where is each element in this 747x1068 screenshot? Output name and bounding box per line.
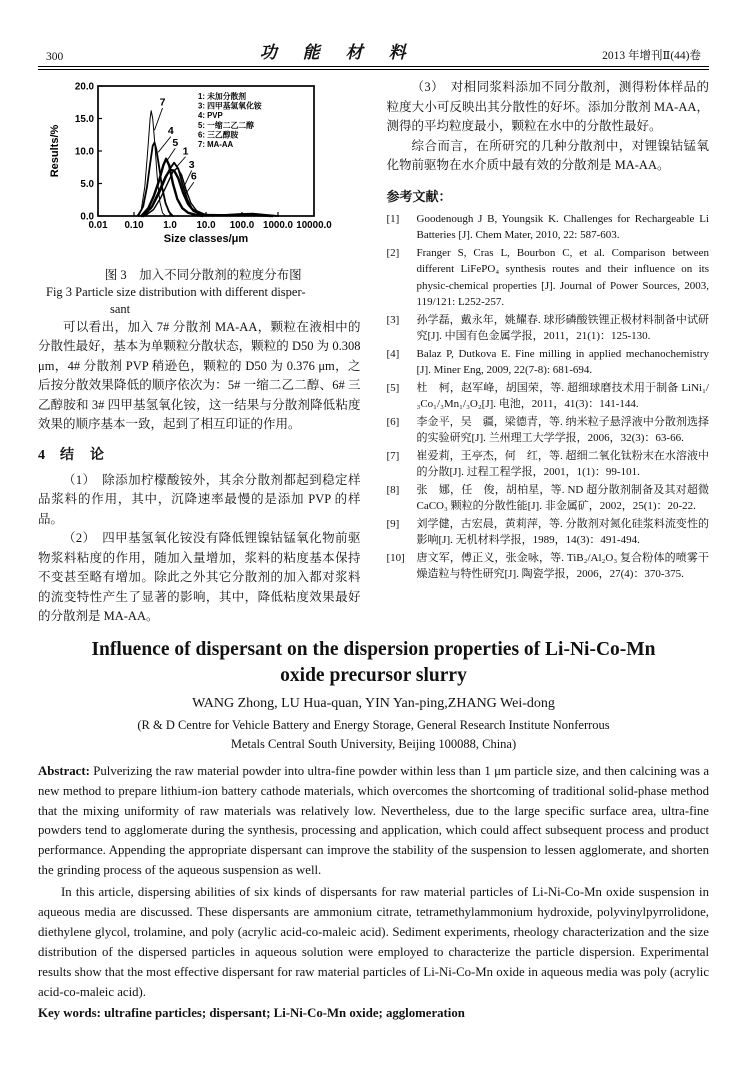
- svg-text:1: 未加分散剂: 1: 未加分散剂: [198, 92, 247, 101]
- affiliation: [38, 716, 709, 752]
- svg-text:0.10: 0.10: [124, 220, 144, 231]
- svg-text:7: 7: [159, 96, 166, 109]
- keywords-label: Key words:: [38, 1006, 101, 1021]
- svg-text:0.01: 0.01: [88, 220, 108, 231]
- svg-text:1000.0: 1000.0: [263, 220, 293, 231]
- conclusion-item-3: （3） 对相同浆料添加不同分散剂，测得粉体样品的粒度大小可反映出其分散性的好坏。添加分散剂 MA-AA，测得的平均粒度最小，颗粒在水中的分散性最好。: [386, 80, 709, 133]
- reference-item: [387, 211, 710, 244]
- section-title: 结 论: [60, 447, 105, 463]
- svg-text:1.0: 1.0: [163, 220, 177, 231]
- reference-number: [9]: [386, 517, 400, 530]
- figure-caption-en-line2: sant: [110, 301, 131, 316]
- svg-text:10.0: 10.0: [196, 220, 216, 231]
- affiliation-line1: (R & D Centre for Vehicle Battery and Energy Storage, General Research Institute Nonferrous: [137, 718, 610, 733]
- reference-text: 李金平，吴 疆，梁德青，等. 纳米粒子悬浮液中分散剂选择的实验研究[J]. 兰州理工大学学报，2006，32(3)：63-66.: [416, 415, 709, 444]
- two-column-block: [38, 78, 709, 627]
- reference-text: Balaz P, Dutkova E. Fine milling in applied mechanochemistry [J]. Miner Eng, 2009, 22(7-8): 681-694.: [416, 347, 709, 376]
- keywords-line: [38, 1006, 709, 1021]
- issue-info: 2013 年增刊Ⅱ(44)卷: [602, 50, 701, 62]
- svg-text:6: 6: [190, 170, 197, 183]
- svg-text:20.0: 20.0: [74, 81, 94, 93]
- svg-text:5: 一缩二乙二醇: 5: 一缩二乙二醇: [198, 120, 254, 130]
- reference-text: 杜 柯，赵军峰，胡国荣，等. 超细球磨技术用于制备 LiNi₁/₃Co₁/₃Mn₁/₃O₂[J]. 电池，2011，41(3)：141-144.: [416, 381, 709, 410]
- section-number: 4: [38, 447, 46, 463]
- reference-text: Franger S, Cras L, Bourbon C, et al. Comparison between different LiFePO₄ synthesis routes and their influence on its physic-chemical properties [J]. Journal of Power Sources, 2003, 119/121: L252-257.: [416, 246, 709, 308]
- reference-text: 唐文军，傅正义，张金咏，等. TiB₂/Al₂O₃ 复合粉体的喷雾干燥造粒与特性研究[J]. 陶瓷学报，2006，27(4)：370-375.: [416, 551, 709, 580]
- reference-number: [1]: [386, 212, 400, 225]
- affiliation-line2: Metals Central South University, Beijing 100088, China): [230, 736, 517, 751]
- reference-item: [387, 245, 710, 311]
- reference-item: [387, 380, 710, 413]
- conclusion-item-2: （2） 四甲基氢氧化铵没有降低锂镍钴锰氧化物前驱物浆料粘度的作用，随加入量增加，浆料的粘度基本保持不变甚至略有增加。除此之外其它分散剂的加入都对浆料的流变特性产生了显著的影响，其中，降低粘度效果最好的分散剂是 MA-AA。: [38, 531, 361, 624]
- english-title-line1: Influence of dispersant on the dispersion properties of Li-Ni-Co-Mn: [91, 638, 656, 660]
- svg-text:15.0: 15.0: [74, 114, 94, 125]
- svg-text:4: PVP: 4: PVP: [198, 111, 223, 121]
- page-number: 300: [46, 51, 64, 63]
- svg-text:100.0: 100.0: [229, 220, 255, 231]
- references-heading: 参考文献：: [386, 188, 452, 204]
- svg-text:3: 3: [188, 158, 195, 171]
- references-list: [387, 211, 710, 583]
- page-header: [38, 38, 709, 66]
- journal-title: 功能材料: [259, 43, 432, 62]
- reference-item: [387, 346, 710, 379]
- svg-text:1: 1: [182, 145, 189, 158]
- body-paragraph: 可以看出，加入 7# 分散剂 MA-AA，颗粒在液相中的分散性最好，基本为单颗粒分散状态，颗粒的 D50 为 0.308 μm，4# 分散剂 PVP 稍逊色，颗粒的 D50 为 0.376 μm，之后按分散效果降低的顺序依次为：5# 一缩二乙二醇、6# 三乙醇胺和 3# 四甲基氢氧化铵，这一结果与分散剂降低粘度效果的顺序基本一致，起到了相互印证的作用。: [38, 319, 361, 432]
- svg-text:10000.0: 10000.0: [296, 220, 332, 231]
- conclusion-summary: 综合而言，在所研究的几种分散剂中，对锂镍钴锰氧化物前驱物在水介质中最有效的分散剂是 MA-AA。: [386, 138, 709, 172]
- english-section: [38, 637, 709, 1021]
- svg-text:6: 三乙醇胺: 6: 三乙醇胺: [198, 130, 239, 140]
- svg-text:Results/%: Results/%: [49, 124, 61, 178]
- particle-size-distribution-chart: [46, 78, 361, 263]
- reference-number: [4]: [386, 347, 400, 360]
- svg-text:7: MA-AA: 7: MA-AA: [198, 140, 234, 149]
- reference-text: 崔爱莉，王亭杰，何 红，等. 超细二氧化钛粉末在水溶液中的分散[J]. 过程工程学报，2001，1(1)：99-101.: [416, 449, 709, 478]
- reference-number: [7]: [386, 449, 400, 462]
- reference-number: [2]: [386, 246, 400, 259]
- svg-text:Size classes/μm: Size classes/μm: [163, 233, 249, 245]
- reference-text: Goodenough J B, Youngsik K. Challenges for Rechargeable Li Batteries [J]. Chem Mater, 2010, 22: 587-603.: [416, 212, 709, 241]
- conclusion-item-1: （1） 除添加柠檬酸铵外，其余分散剂都起到稳定样品浆料的作用，其中，沉降速率最慢的是添加 PVP 的样品。: [38, 472, 361, 526]
- header-divider: [38, 66, 709, 70]
- reference-text: 张 娜，任 俊，胡柏星，等. ND 超分散剂制备及其对超微 CaCO₃ 颗粒的分散性能[J]. 非金属矿，2002，25(1)：20-22.: [416, 483, 709, 512]
- abstract-paragraph-1: [38, 762, 709, 882]
- reference-number: [8]: [386, 483, 400, 496]
- reference-item: [387, 448, 710, 481]
- authors: WANG Zhong, LU Hua-quan, YIN Yan-ping,ZHANG Wei-dong: [192, 696, 555, 712]
- reference-item: [387, 482, 710, 515]
- figure-3: [46, 78, 361, 318]
- figure-caption-en: [46, 284, 361, 318]
- svg-text:10.0: 10.0: [74, 146, 94, 158]
- left-column: [38, 78, 361, 627]
- right-column: [387, 78, 710, 627]
- reference-item: [387, 312, 710, 345]
- figure-caption-en-line1: Fig 3 Particle size distribution with different disper-: [46, 285, 306, 299]
- svg-text:5: 5: [172, 136, 179, 149]
- english-title: [38, 637, 709, 690]
- reference-text: 孙学磊，戴永年，姚耀春. 球形磷酸铁锂正极材料制备中试研究[J]. 中国有色金属学报，2011，21(1)：125-130.: [416, 313, 709, 342]
- svg-text:0.0: 0.0: [80, 211, 94, 223]
- abstract-label: Abstract:: [38, 763, 90, 778]
- reference-number: [5]: [386, 381, 400, 394]
- svg-text:3: 四甲基氢氧化铵: 3: 四甲基氢氧化铵: [198, 101, 262, 111]
- reference-number: [3]: [386, 313, 400, 326]
- figure-caption-zh: 图 3 加入不同分散剂的粒度分布图: [104, 268, 302, 282]
- reference-item: [387, 516, 710, 549]
- reference-item: [387, 414, 710, 447]
- reference-number: [10]: [386, 551, 405, 564]
- reference-number: [6]: [386, 415, 400, 428]
- keywords-text: ultrafine particles; dispersant; Li-Ni-Co-Mn oxide; agglomeration: [100, 1006, 465, 1021]
- svg-text:5.0: 5.0: [80, 179, 94, 190]
- section-heading-conclusion: [38, 444, 361, 464]
- svg-text:4: 4: [167, 125, 174, 138]
- english-title-line2: oxide precursor slurry: [280, 665, 467, 687]
- reference-text: 刘学健，古宏晨，黄莉萍，等. 分散剂对氮化硅浆料流变性的影响[J]. 无机材料学报，1989，14(3)：491-494.: [416, 517, 709, 546]
- abstract-text-1: Pulverizing the raw material powder into ultra-fine powder within less than 1 μm particle size, and then calcining was a new method to prepare lithium-ion battery cathode materials, which overcomes the shortcoming of traditional solid-phase method that the mixing uniformity of raw materials was relatively low. Nevertheless, due to the large specific surface area, ultra-fine powders tend to agglomerate during the synthesis, processing and application, which could affect subsequent process and product performance. Appending the appropriate dispersant can improve the stability of the suspension to lessen agglomerate, and shorten the grinding process of the aqueous suspension as well.: [38, 763, 709, 878]
- abstract-paragraph-2: In this article, dispersing abilities of six kinds of dispersants for raw material particles of Li-Ni-Co-Mn oxide suspension in aqueous media are discussed. These dispersants are ammonium citrate, tetramethylammonium hydroxide, polyvinylpyrrolidone, diethylene glycol, trolamine, and poly (acrylic acid-co-maleic acid). Sediment experiments, rheology characterization and the size distribution of the dispersed particles in aqueous solution were employed to characterize the particle dispersion. Experimental results show that the most effective dispersant for raw material particles of Li-Ni-Co-Mn oxide in aqueous media was poly (acrylic acid-co-maleic acid).: [38, 885, 709, 1000]
- reference-item: [387, 550, 710, 583]
